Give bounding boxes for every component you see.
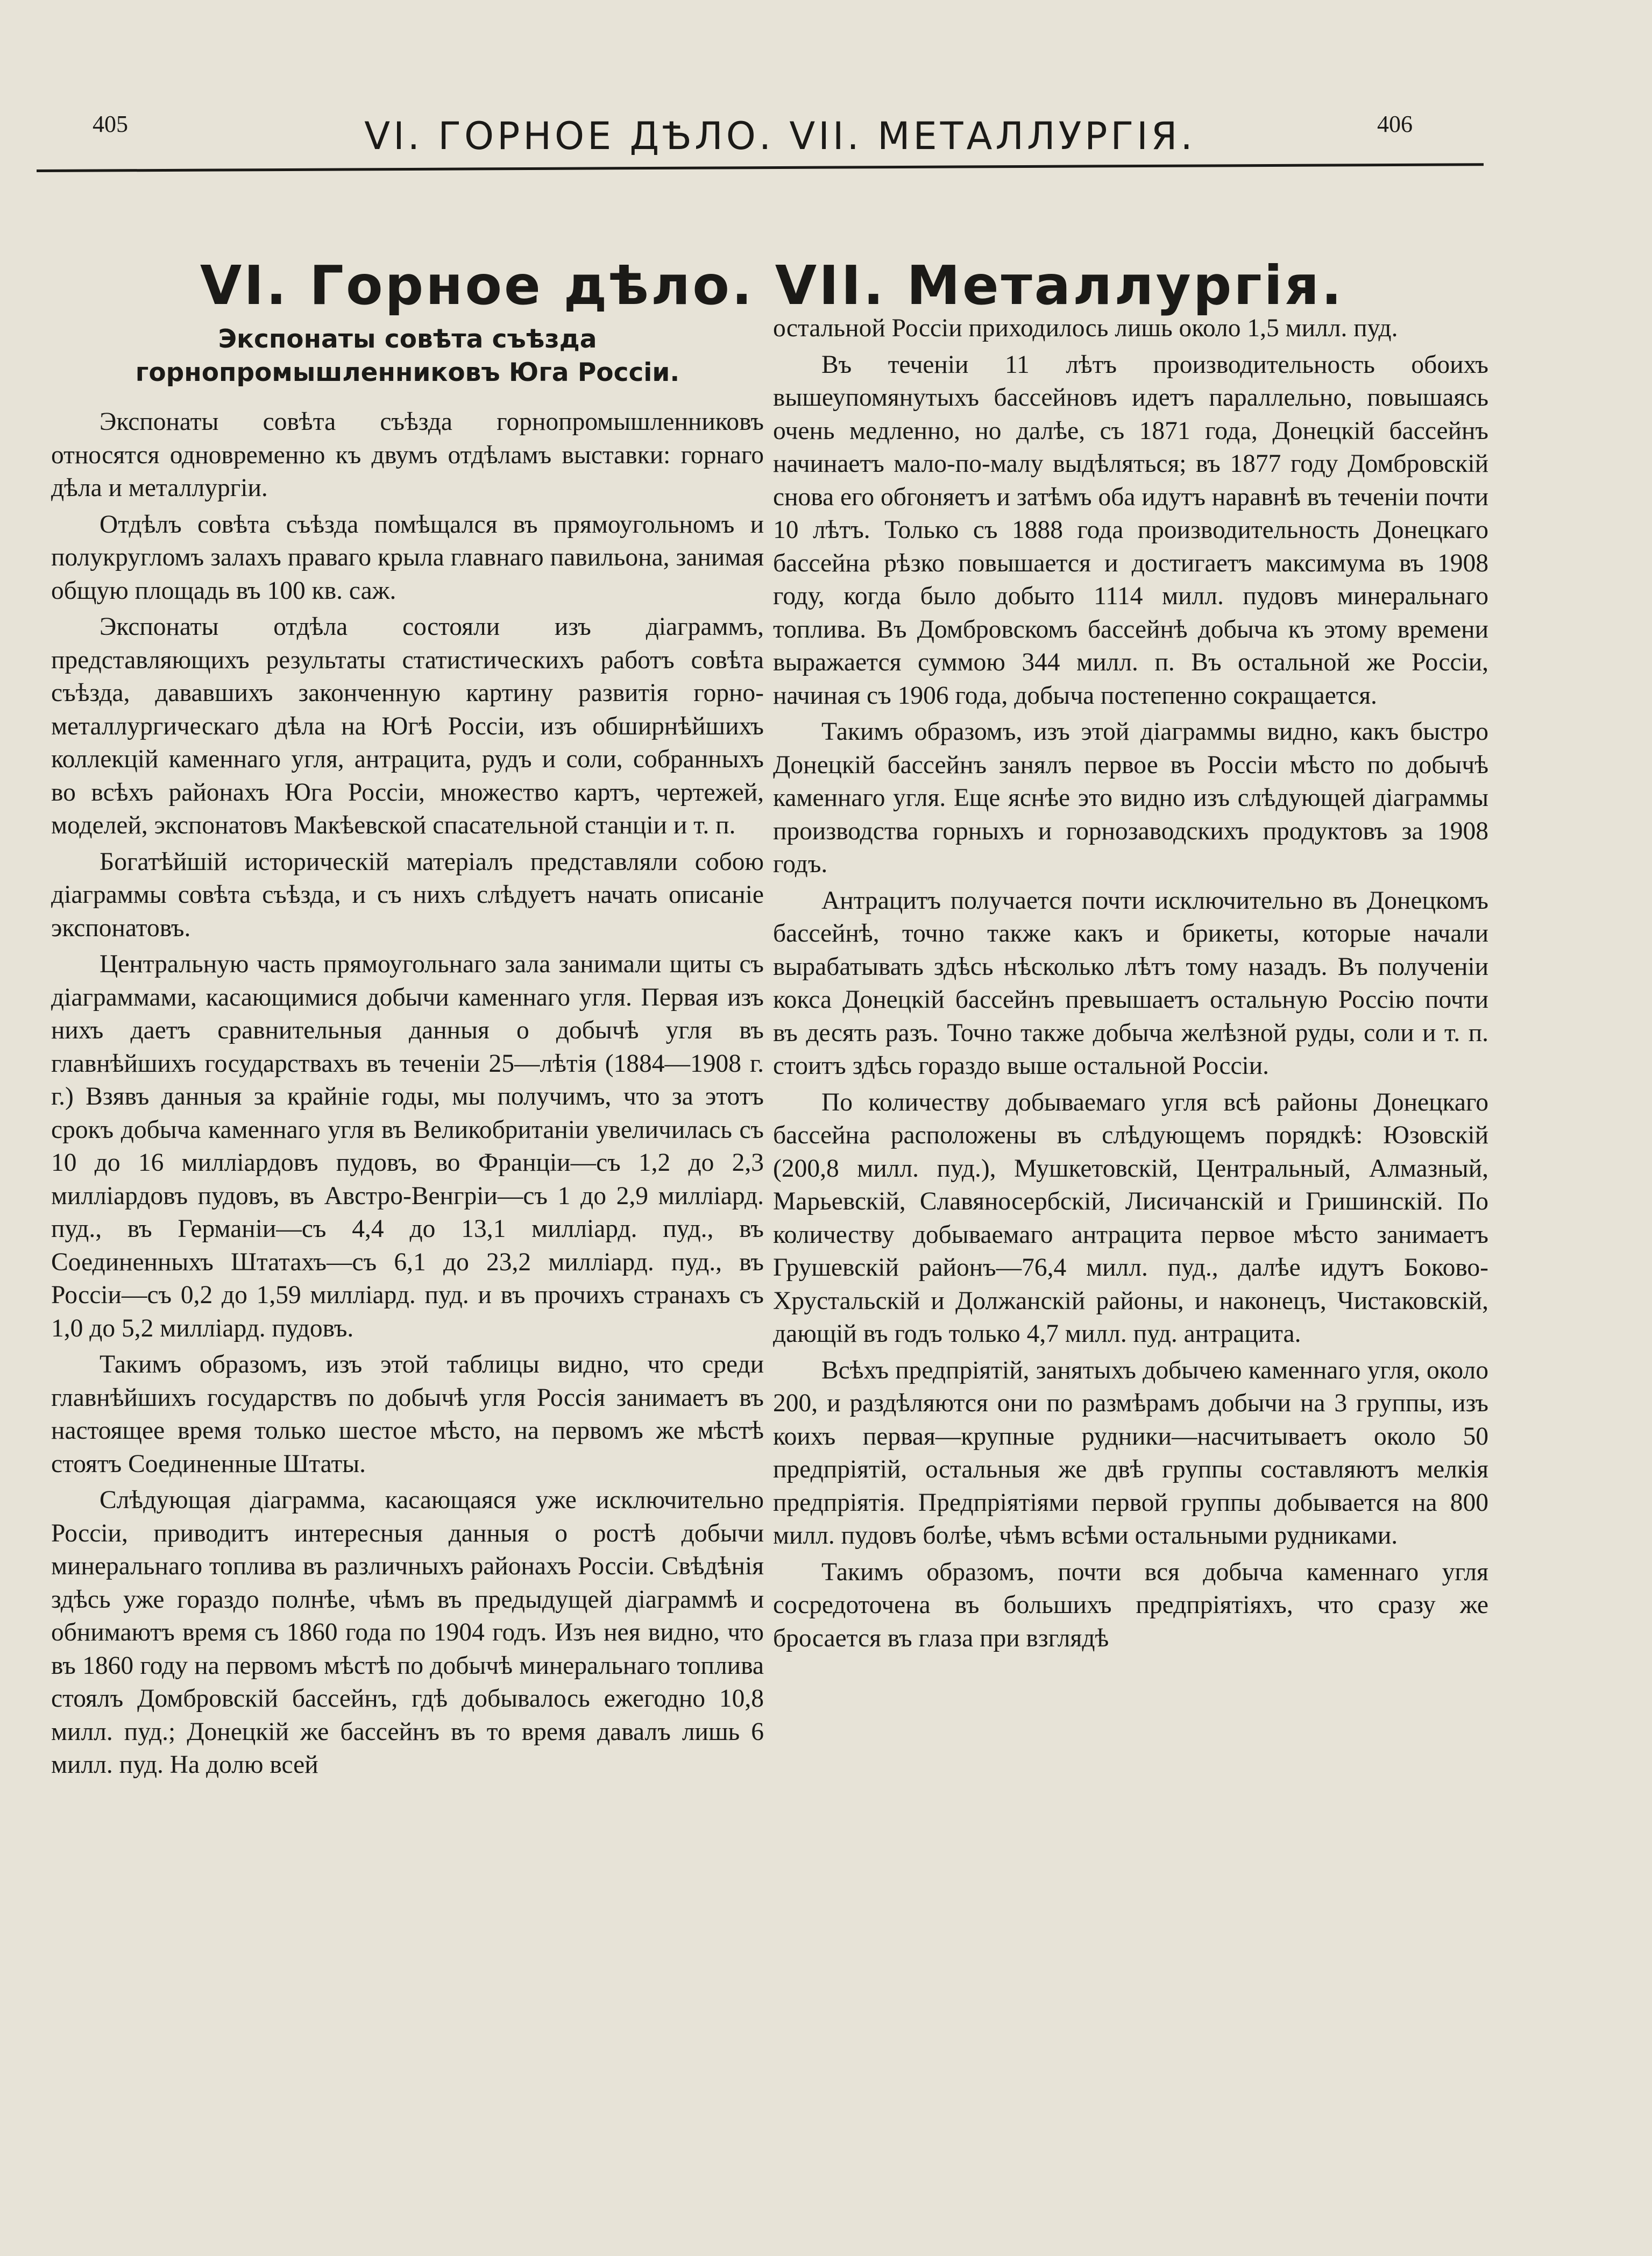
paragraph: Такимъ образомъ, изъ этой діаграммы видно, какъ быстро Донецкій бассейнъ занялъ первое въ Россіи мѣсто по добычѣ каменнаго угля. Еще яснѣе это видно изъ слѣдующей діаграммы производства горныхъ и горнозаводскихъ продуктовъ за 1908 годъ. — [773, 718, 1488, 878]
right-column — [773, 312, 1488, 1658]
section-title: VI. Горное дѣло. VII. Металлургія. — [200, 254, 1344, 317]
paragraph: Отдѣлъ совѣта съѣзда помѣщался въ прямоугольномъ и полукругломъ залахъ праваго крыла главнаго павильона, занимая общую площадь въ 100 кв. саж. — [51, 510, 764, 605]
paragraph: Богатѣйшій историческій матеріалъ представляли собою діаграммы совѣта съѣзда, и съ нихъ слѣдуетъ начать описаніе экспонатовъ. — [51, 847, 764, 942]
paragraph: Антрацитъ получается почти исключительно въ Донецкомъ бассейнѣ, точно также какъ и брикеты, которые начали вырабатывать здѣсь нѣсколько лѣтъ тому назадъ. Въ полученіи кокса Донецкій бассейнъ превышаетъ остальную Россію почти въ десять разъ. Точно также добыча желѣзной руды, соли и т. п. стоитъ здѣсь гораздо выше остальной Россіи. — [773, 886, 1488, 1080]
paragraph-continued: остальной Россіи приходилось лишь около 1,5 милл. пуд. — [773, 314, 1398, 342]
article-heading: Экспонаты совѣта съѣзда горнопромышленниковъ Юга Россіи. — [135, 324, 680, 387]
paragraph: Экспонаты совѣта съѣзда горнопромышленниковъ относятся одновременно къ двумъ отдѣламъ выставки: горнаго дѣла и металлургіи. — [51, 408, 764, 502]
header-rule — [37, 163, 1484, 172]
running-head — [0, 0, 1652, 183]
page-number-left: 405 — [93, 111, 128, 137]
left-column — [51, 312, 764, 1785]
running-title: VI. ГОРНОЕ ДѢЛО. VII. МЕТАЛЛУРГІЯ. — [364, 114, 1196, 158]
paragraph: Въ теченіи 11 лѣтъ производительность обоихъ вышеупомянутыхъ бассейновъ идетъ параллельно, повышаясь очень медленно, но далѣе, съ 1871 года, Донецкій бассейнъ начинаетъ мало-по-малу выдѣляться; въ 1877 году Домбровскій снова его обгоняетъ и затѣмъ оба идутъ наравнѣ въ теченіи почти 10 лѣтъ. Только съ 1888 года производительность Донецкаго бассейна рѣзко повышается и достигаетъ максимума въ 1908 году, когда было добыто 1114 милл. пудовъ минеральнаго топлива. Въ Домбровскомъ бассейнѣ добыча къ этому времени выражается суммою 344 милл. п. Въ остальной же Россіи, начиная съ 1906 года, добыча постепенно сокращается. — [773, 350, 1488, 710]
paragraph: Слѣдующая діаграмма, касающаяся уже исключительно Россіи, приводитъ интересныя данныя о ростѣ добычи минеральнаго топлива въ различныхъ районахъ Россіи. Свѣдѣнія здѣсь уже гораздо полнѣе, чѣмъ въ предыдущей діаграммѣ и обнимаютъ время съ 1860 года по 1904 годъ. Изъ нея видно, что въ 1860 году на первомъ мѣстѣ по добычѣ минеральнаго топлива стоялъ Домбровскій бассейнъ, гдѣ добывалось ежегодно 10,8 милл. пуд.; Донецкій же бассейнъ въ то время давалъ лишь 6 милл. пуд. На долю всей — [51, 1486, 764, 1779]
paragraph: Экспонаты отдѣла состояли изъ діаграммъ, представляющихъ результаты статистическихъ работъ совѣта съѣзда, дававшихъ законченную картину развитія горно-металлургическаго дѣла на Югѣ Россіи, изъ обширнѣйшихъ коллекцій каменнаго угля, антрацита, рудъ и соли, собранныхъ во всѣхъ районахъ Юга Россіи, множество картъ, чертежей, моделей, экспонатовъ Макѣевской спасательной станціи и т. п. — [51, 613, 764, 839]
paragraph: Всѣхъ предпріятій, занятыхъ добычею каменнаго угля, около 200, и раздѣляются они по размѣрамъ добычи на 3 группы, изъ коихъ первая—крупные рудники—насчитываетъ около 50 предпріятій, остальныя же двѣ группы составляютъ мелкія предпріятія. Предпріятіями первой группы добывается на 800 милл. пудовъ болѣе, чѣмъ всѣми остальными рудниками. — [773, 1356, 1488, 1550]
paragraph: По количеству добываемаго угля всѣ районы Донецкаго бассейна расположены въ слѣдующемъ порядкѣ: Юзовскій (200,8 милл. пуд.), Мушкетовскій, Центральный, Алмазный, Марьевскій, Славяносербскій, Лисичанскій и Гришинскій. По количеству добываемаго антрацита первое мѣсто занимаетъ Грушевскій районъ—76,4 милл. пуд., далѣе идутъ Боково-Хрустальскій и Должанскій районы, и наконецъ, Чистаковскій, дающій въ годъ только 4,7 милл. пуд. антрацита. — [773, 1088, 1488, 1348]
paragraph: Такимъ образомъ, изъ этой таблицы видно, что среди главнѣйшихъ государствъ по добычѣ угля Россія занимаетъ въ настоящее время только шестое мѣсто, на первомъ же мѣстѣ стоятъ Соединенные Штаты. — [51, 1350, 764, 1478]
paragraph: Центральную часть прямоугольнаго зала занимали щиты съ діаграммами, касающимися добычи каменнаго угля. Первая изъ нихъ даетъ сравнительныя данныя о добычѣ угля въ главнѣйшихъ государствахъ въ теченіи 25—лѣтія (1884—1908 г. г.) Взявъ данныя за крайніе годы, мы получимъ, что за этотъ срокъ добыча каменнаго угля въ Великобританіи увеличилась съ 10 до 16 миллiардовъ пудовъ, во Франціи—съ 1,2 до 2,3 миллiардовъ пудовъ, въ Австро-Венгріи—съ 1 до 2,9 миллiард. пуд., въ Германіи—съ 4,4 до 13,1 миллiард. пуд., въ Соединенныхъ Штатахъ—съ 6,1 до 23,2 миллiард. пуд., въ Россіи—съ 0,2 до 1,59 миллiард. пуд. и въ прочихъ странахъ съ 1,0 до 5,2 миллiард. пудовъ. — [51, 950, 764, 1342]
paragraph: Такимъ образомъ, почти вся добыча каменнаго угля сосредоточена въ большихъ предпріятіяхъ, что сразу же бросается въ глаза при взглядѣ — [773, 1558, 1488, 1652]
page-number-right: 406 — [1377, 111, 1413, 137]
